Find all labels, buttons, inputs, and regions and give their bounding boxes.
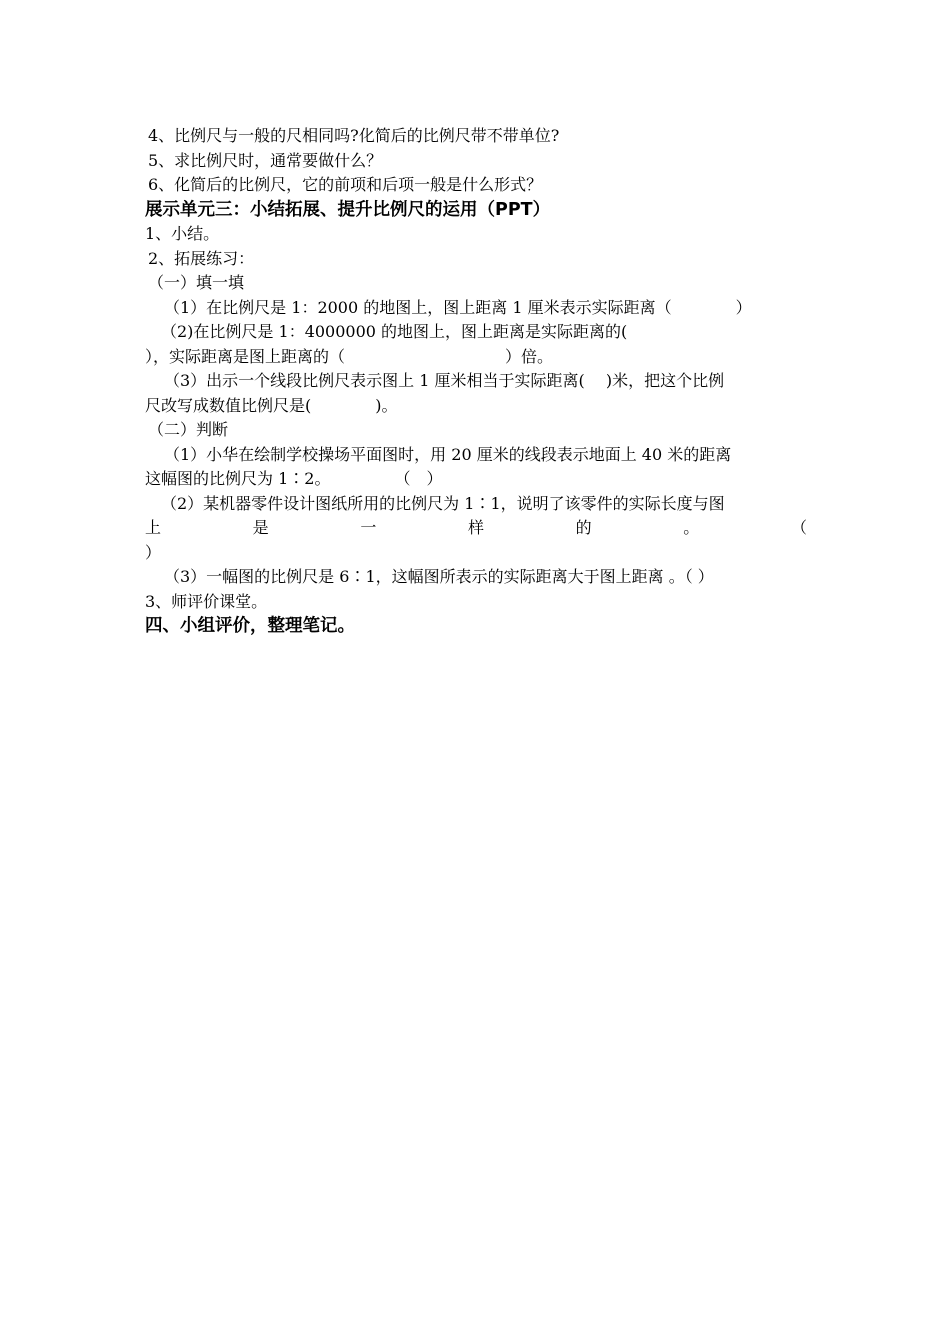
judge-2-char: 一 — [360, 518, 377, 537]
question-4: 4、比例尺与一般的尺相同吗?化简后的比例尺带不带单位? — [148, 126, 560, 145]
judge-2-char: 。 — [683, 518, 700, 537]
judge-2-char: （ — [790, 518, 807, 537]
fill-in-3-line-2: 尺改写成数值比例尺是( )。 — [145, 395, 398, 415]
teacher-evaluation: 3、师评价课堂。 — [145, 591, 268, 611]
judge-1-line-2: 这幅图的比例尺为 1∶2。 （ ） — [145, 469, 443, 488]
judge-1-line-1: （1）小华在绘制学校操场平面图时，用 20 厘米的线段表示地面上 40 米的距离 — [164, 444, 732, 464]
question-6: 6、化简后的比例尺，它的前项和后项一般是什么形式？ — [148, 175, 543, 194]
judge-2-char: 的 — [575, 518, 592, 537]
fill-in-title: （一）填一填 — [148, 273, 245, 292]
judge-2-char: 样 — [467, 518, 484, 537]
fill-in-1: （1）在比例尺是 1：2000 的地图上，图上距离 1 厘米表示实际距离（ ） — [164, 297, 752, 317]
fill-in-2-line-1: （2)在比例尺是 1：4000000 的地图上，图上距离是实际距离的( — [161, 322, 628, 341]
section-3-heading: 展示单元三：小结拓展、提升比例尺的运用（PPT） — [145, 199, 551, 220]
question-5: 5、求比例尺时，通常要做什么？ — [148, 150, 383, 170]
summary-item: 1、小结。 — [145, 224, 220, 243]
judge-2-line-3: ） — [145, 542, 162, 562]
fill-in-3-line-1: （3）出示一个线段比例尺表示图上 1 厘米相当于实际距离( )米，把这个比例 — [164, 371, 725, 390]
fill-in-2-line-2: ），实际距离是图上距离的（ ）倍。 — [145, 346, 554, 366]
judge-title: （二）判断 — [148, 420, 229, 439]
judge-3: （3）一幅图的比例尺是 6∶1，这幅图所表示的实际距离大于图上距离 。（ ） — [164, 567, 714, 586]
judge-2-char: 上 — [145, 518, 162, 537]
extension-item: 2、拓展练习： — [148, 248, 255, 268]
section-4-heading: 四、小组评价，整理笔记。 — [145, 616, 355, 636]
judge-2-line-2 — [145, 516, 807, 541]
judge-2-line-1: （2）某机器零件设计图纸所用的比例尺为 1∶1，说明了该零件的实际长度与图 — [161, 493, 725, 513]
judge-2-char: 是 — [252, 518, 269, 537]
document-body — [145, 124, 807, 639]
